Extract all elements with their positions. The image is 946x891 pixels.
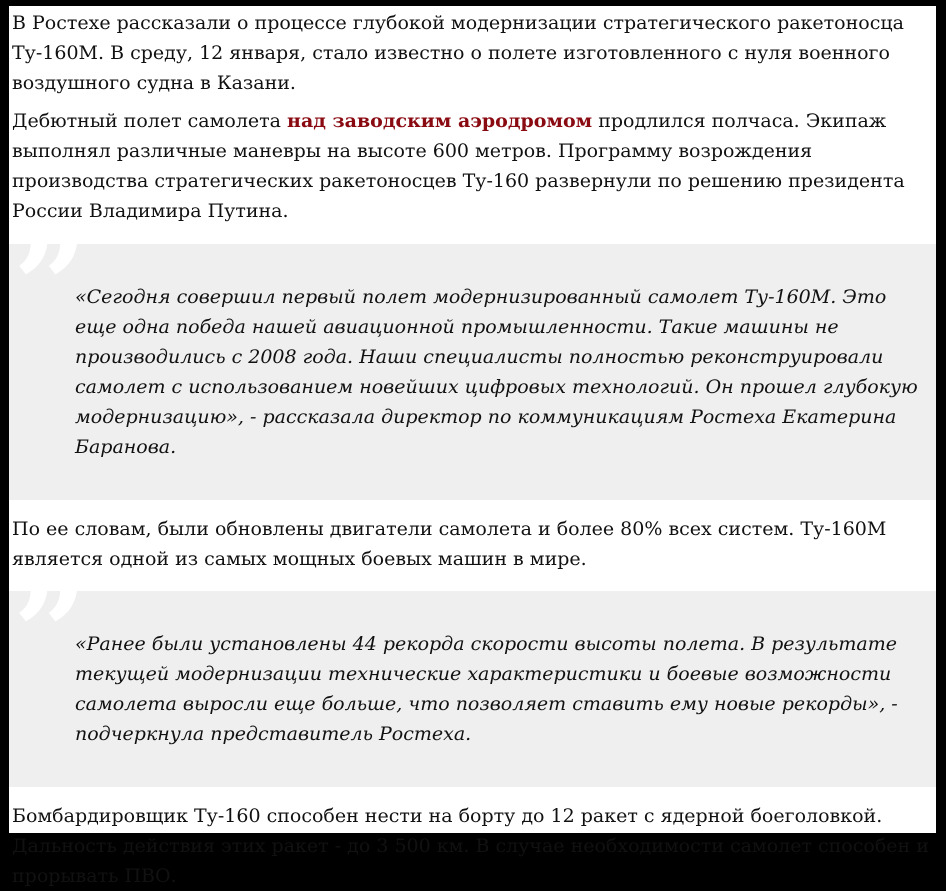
quote-2-text: «Ранее были установлены 44 рекорда скорости высоты полета. В результате текущей модернизации технические характеристики и боевые возможности самолета выросли еще больше, что позволяет ставить ему новые рекорды», - подчеркнула представитель Ростеха. — [75, 633, 898, 745]
article-body — [9, 8, 936, 891]
quote-mark-icon: ” — [13, 557, 88, 710]
quote-mark-icon: ” — [13, 210, 88, 363]
paragraph-2-text-start: Дебютный полет самолета — [12, 110, 288, 132]
blockquote-1 — [9, 210, 936, 500]
article-paragraph-4: Бомбардировщик Ту-160 способен нести на борту до 12 ракет с ядерной боеголовкой. Дальность действия этих ракет - до 3 500 км. В случае необходимости самолет способен и прорывать ПВО. — [12, 805, 929, 887]
article-paragraph-1: В Ростехе рассказали о процессе глубокой модернизации стратегического ракетоносца Ту-160М. В среду, 12 января, стало известно о полете изготовленного с нуля военного воздушного судна в Казани. — [12, 12, 904, 94]
paragraph-2-text-end: продлился полчаса. Экипаж выполнял различные маневры на высоте 600 метров. Программу возрождения производства стратегических ракетоносцев Ту-160 развернули по решению президента России Владимира Путина. — [12, 110, 905, 222]
article-paragraph-3: По ее словам, были обновлены двигатели самолета и более 80% всех систем. Ту-160М является одной из самых мощных боевых машин в мире. — [12, 518, 887, 570]
quote-1-text: «Сегодня совершил первый полет модернизированный самолет Ту-160М. Это еще одна победа нашей авиационной промышленности. Такие машины не производились с 2008 года. Наши специалисты полностью реконструировали самолет с использованием новейших цифровых технологий. Он прошел глубокую модернизацию», - рассказала директор по коммуникациям Ростеха Екатерина Баранова. — [75, 286, 918, 458]
blockquote-2 — [9, 557, 936, 787]
article-paragraph-2 — [9, 106, 936, 226]
airfield-link[interactable]: над заводским аэродромом — [287, 110, 593, 132]
